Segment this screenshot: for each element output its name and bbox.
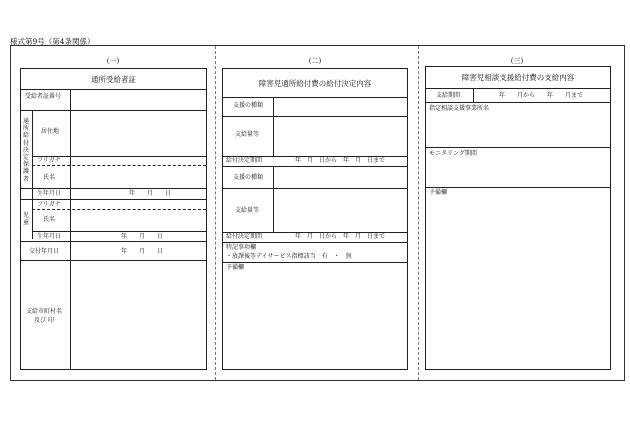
form-number-label: 様式第9号（第4条関係） (10, 37, 95, 46)
remarks-label: 予備欄 (429, 189, 448, 196)
child-furigana-label: フリガナ (37, 201, 61, 208)
child-name-label: 氏名 (43, 216, 56, 223)
decision-period-value-2: 年 月 日から 年 月 日まで (295, 233, 386, 240)
address-label: 居住地 (41, 128, 60, 135)
guardian-furigana-label: フリガナ (37, 157, 61, 164)
column-divider (418, 46, 419, 380)
guardian-section-label: 通所給付決定保護者 (22, 118, 29, 183)
child-section-label: 児童 (22, 212, 29, 227)
designated-office-label: 指定相談支援事業所名 (429, 105, 490, 112)
outpatient-benefit-decision-panel (222, 68, 408, 370)
after-school-service-item: ・放課後等デイサービス指標該当 有 ・ 無 (226, 253, 352, 260)
column-divider (215, 46, 216, 380)
column-number-3: (三) (510, 57, 524, 65)
payment-period-label: 支給期間 (436, 92, 461, 99)
child-birthdate-value: 年 月 日 (121, 233, 164, 240)
issue-date-label: 交付年月日 (29, 248, 60, 255)
decision-period-label-2: 給付決定期間 (226, 233, 263, 240)
child-birthdate-label: 生年月日 (37, 233, 62, 240)
support-type-label-2: 支援の種類 (233, 174, 264, 181)
support-type-label-1: 支援の種類 (233, 102, 264, 109)
guardian-name-label: 氏名 (43, 174, 56, 181)
remarks-label: 予備欄 (226, 264, 245, 271)
payment-period-value: 年 月から 年 月まで (499, 92, 584, 99)
column-number-1: (一) (106, 57, 120, 65)
payment-amount-label-1: 支給量等 (235, 131, 260, 138)
recipient-number-label: 受給者証番号 (25, 93, 62, 100)
recipient-certificate-panel (20, 68, 207, 370)
guardian-birthdate-value: 年 月 日 (129, 190, 172, 197)
guardian-birthdate-label: 生年月日 (37, 190, 62, 197)
issuer-label-line2: 及び 印 (34, 317, 54, 324)
decision-period-value-1: 年 月 日から 年 月 日まで (295, 157, 386, 164)
consultation-support-panel (425, 66, 611, 370)
panel-title: 障害児通所給付費の給付決定内容 (258, 79, 372, 88)
panel-title: 通所受給者証 (91, 75, 136, 84)
issuer-label-line1: 支給市町村名 (26, 308, 63, 315)
special-notes-label: 特記事項欄 (226, 244, 257, 251)
column-number-2: (二) (308, 57, 322, 65)
decision-period-label-1: 給付決定期間 (226, 157, 263, 164)
issue-date-value: 年 月 日 (121, 248, 164, 255)
panel-title: 障害児相談支援給付費の支給内容 (461, 73, 575, 82)
monitoring-period-label: モニタリング期間 (429, 150, 477, 157)
payment-amount-label-2: 支給量等 (235, 207, 260, 214)
